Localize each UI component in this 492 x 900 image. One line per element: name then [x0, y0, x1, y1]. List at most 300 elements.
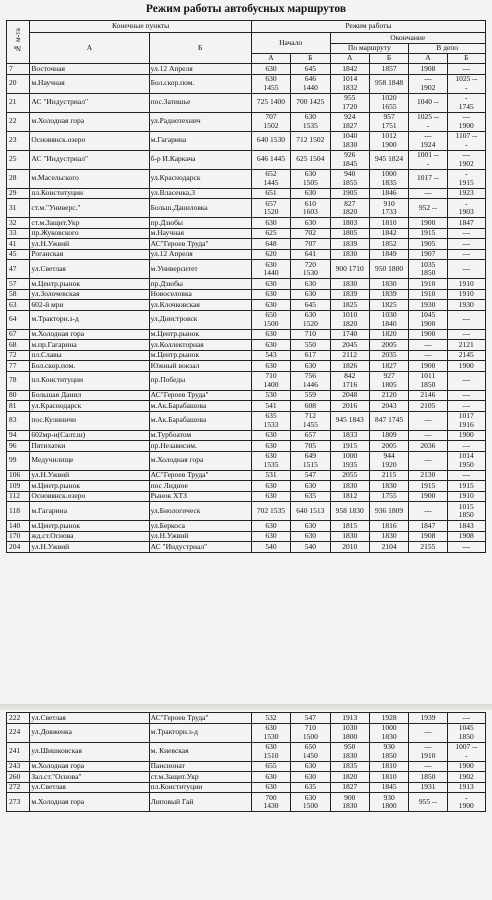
end-route-b-cell: 958 1848 — [369, 74, 408, 93]
end-depot-b-cell: --- — [447, 470, 485, 481]
terminal-b-cell: пл.Конституции — [149, 782, 251, 793]
end-route-b-cell: 2035 — [369, 350, 408, 361]
end-route-a-cell: 955 1720 — [330, 93, 369, 112]
start-b-cell: 630 1500 — [291, 793, 330, 812]
start-b-cell: 756 1446 — [291, 371, 330, 390]
table-row — [7, 782, 486, 793]
terminal-b-cell: ул.Краснодарск — [149, 169, 251, 188]
terminal-a-header: А — [30, 33, 149, 64]
end-depot-b-cell: 1923 — [447, 188, 485, 199]
terminals-header: Конечные пункты — [30, 21, 251, 33]
route-number-cell: 7 — [7, 64, 30, 75]
route-number-cell: 32 — [7, 218, 30, 229]
terminal-a-cell: АС "Индустриал" — [30, 93, 149, 112]
end-depot-b-cell: 1847 — [447, 218, 485, 229]
route-number-cell: 260 — [7, 772, 30, 783]
start-b-cell: 630 — [291, 289, 330, 300]
terminal-a-cell: Бол.скор.пом. — [30, 361, 149, 372]
end-route-b-cell: 927 1805 — [369, 371, 408, 390]
end-depot-b-cell: --- — [447, 249, 485, 260]
route-number-cell: 67 — [7, 329, 30, 340]
route-number-cell: 41 — [7, 239, 30, 250]
route-number-cell: 45 — [7, 249, 30, 260]
route-number-cell: 112 — [7, 491, 30, 502]
terminal-b-cell: пр.Дзюбы — [149, 279, 251, 290]
start-a-cell: 532 — [251, 713, 290, 724]
end-route-a-cell: 2055 — [330, 470, 369, 481]
end-depot-a-cell: 1930 — [409, 300, 447, 311]
start-b-cell: 646 1440 — [291, 74, 330, 93]
terminal-a-cell: ул.Н.Ужвий — [30, 542, 149, 553]
start-b-cell: 640 1513 — [291, 502, 330, 521]
end-route-a-cell: 958 1830 — [330, 502, 369, 521]
end-route-a-cell: 1826 — [330, 361, 369, 372]
start-a-cell: 630 1530 — [251, 723, 290, 742]
end-depot-b-cell: - 1903 — [447, 199, 485, 218]
end-depot-b-cell: --- 1900 — [447, 112, 485, 131]
start-a-cell: 541 — [251, 401, 290, 412]
start-b-cell: 649 1515 — [291, 451, 330, 470]
end-depot-a-cell: --- — [409, 350, 447, 361]
terminal-a-cell: м.Центр.рынок — [30, 279, 149, 290]
end-route-b-cell: 1830 — [369, 481, 408, 492]
terminal-b-cell: пр.Дзюбы — [149, 218, 251, 229]
table-row — [7, 169, 486, 188]
start-b-cell: 712 1455 — [291, 411, 330, 430]
terminal-b-cell: б-р И.Каркача — [149, 150, 251, 169]
route-number-cell: 241 — [7, 742, 30, 761]
route-number-cell: 272 — [7, 782, 30, 793]
end-depot-a-cell: 1910 — [409, 289, 447, 300]
start-b-cell: 608 — [291, 401, 330, 412]
schedule-table-continued — [6, 712, 486, 812]
end-depot-b-cell: --- — [447, 713, 485, 724]
sub-header-b: Б — [291, 54, 330, 64]
end-route-a-cell: 900 1830 — [330, 793, 369, 812]
route-number-cell: 109 — [7, 481, 30, 492]
end-route-b-cell: 910 1733 — [369, 199, 408, 218]
table-row — [7, 401, 486, 412]
start-b-cell: 630 — [291, 218, 330, 229]
route-number-cell: 28 — [7, 169, 30, 188]
end-route-b-cell: 1852 — [369, 239, 408, 250]
start-a-cell: 646 1445 — [251, 150, 290, 169]
end-depot-b-cell: --- — [447, 64, 485, 75]
start-b-cell: 710 — [291, 329, 330, 340]
end-route-b-cell: 1827 — [369, 361, 408, 372]
table-row — [7, 481, 486, 492]
terminal-a-cell: Большая Данил — [30, 390, 149, 401]
end-depot-b-cell: --- — [447, 371, 485, 390]
end-route-b-cell: 1820 — [369, 329, 408, 340]
table-body-continued — [7, 713, 486, 812]
end-depot-a-cell: 1011 1850 — [409, 371, 447, 390]
route-number-cell: 68 — [7, 340, 30, 351]
route-number-cell: 77 — [7, 361, 30, 372]
end-route-b-cell: 945 1824 — [369, 150, 408, 169]
terminal-b-cell: пос.Затишье — [149, 93, 251, 112]
end-depot-a-cell: 1040 -- — [409, 93, 447, 112]
end-route-b-cell: 944 1920 — [369, 451, 408, 470]
table-row — [7, 470, 486, 481]
terminal-b-cell: АС"Героев Труда" — [149, 713, 251, 724]
start-a-cell: 630 1510 — [251, 742, 290, 761]
terminal-a-cell: ул.Краснодарск — [30, 401, 149, 412]
end-route-b-cell: 1809 — [369, 430, 408, 441]
end-route-b-cell: 1030 1840 — [369, 310, 408, 329]
page-break — [0, 704, 492, 710]
end-depot-a-cell: 952 -- — [409, 199, 447, 218]
terminal-a-cell: м.Научная — [30, 74, 149, 93]
terminal-b-cell: Больш.Даниловка — [149, 199, 251, 218]
terminal-a-cell: 602-й мри — [30, 300, 149, 311]
start-a-cell: 543 — [251, 350, 290, 361]
terminal-a-cell: ул.Н.Ужвий — [30, 239, 149, 250]
terminal-a-cell: м.Центр.рынок — [30, 481, 149, 492]
start-a-cell: 710 1400 — [251, 371, 290, 390]
start-a-cell: 630 — [251, 340, 290, 351]
end-depot-a-cell: 955 -- — [409, 793, 447, 812]
start-b-cell: 630 — [291, 772, 330, 783]
start-a-cell: 651 — [251, 188, 290, 199]
start-a-cell: 630 — [251, 521, 290, 532]
end-depot-a-cell: --- 1910 — [409, 742, 447, 761]
end-route-a-cell: 1815 — [330, 521, 369, 532]
start-a-cell: 630 — [251, 218, 290, 229]
start-a-cell: 707 1502 — [251, 112, 290, 131]
route-number-cell: 222 — [7, 713, 30, 724]
end-depot-b-cell: --- — [447, 228, 485, 239]
end-depot-b-cell: 1900 — [447, 361, 485, 372]
start-a-cell: 630 1455 — [251, 74, 290, 93]
start-a-cell: 625 — [251, 228, 290, 239]
start-b-cell: 617 — [291, 350, 330, 361]
start-a-cell: 630 1535 — [251, 451, 290, 470]
terminal-b-cell: м.Ак.Барабашова — [149, 401, 251, 412]
start-a-cell: 531 — [251, 470, 290, 481]
table-row — [7, 239, 486, 250]
end-depot-a-cell: 2146 — [409, 390, 447, 401]
start-a-cell: 635 1533 — [251, 411, 290, 430]
start-b-cell: 645 — [291, 300, 330, 311]
terminal-b-cell: м.Холодная гора — [149, 451, 251, 470]
end-route-a-cell: 2048 — [330, 390, 369, 401]
end-route-a-cell: 1830 — [330, 279, 369, 290]
table-row — [7, 491, 486, 502]
route-number-header: № м-та — [7, 21, 30, 64]
end-depot-b-cell: 1910 — [447, 289, 485, 300]
start-b-cell: 547 — [291, 713, 330, 724]
terminal-a-cell: м.Холодная гора — [30, 761, 149, 772]
table-row — [7, 430, 486, 441]
end-depot-b-cell: --- — [447, 401, 485, 412]
table-row — [7, 350, 486, 361]
end-depot-b-cell: 2121 — [447, 340, 485, 351]
terminal-a-cell: ул.Шишковская — [30, 742, 149, 761]
by-route-header: По маршруту — [330, 44, 409, 54]
terminal-b-cell: м. Киевская — [149, 742, 251, 761]
terminal-a-cell: Восточная — [30, 64, 149, 75]
end-route-a-cell: 827 1820 — [330, 199, 369, 218]
start-a-cell: 700 1430 — [251, 793, 290, 812]
table-row — [7, 531, 486, 542]
end-route-b-cell: 1810 — [369, 772, 408, 783]
table-row — [7, 502, 486, 521]
end-route-a-cell: 2045 — [330, 340, 369, 351]
end-depot-b-cell: 1025 -- - — [447, 74, 485, 93]
terminal-a-cell: ул.Н.Ужвий — [30, 470, 149, 481]
start-b-cell: 635 — [291, 491, 330, 502]
start-a-cell: 630 — [251, 430, 290, 441]
end-route-b-cell: 1000 1835 — [369, 169, 408, 188]
end-depot-a-cell: --- — [409, 411, 447, 430]
start-a-cell: 630 — [251, 329, 290, 340]
route-number-cell: 47 — [7, 260, 30, 279]
table-row — [7, 260, 486, 279]
table-row — [7, 361, 486, 372]
start-b-cell: 625 1504 — [291, 150, 330, 169]
start-a-cell: 648 — [251, 239, 290, 250]
table-row — [7, 761, 486, 772]
terminal-a-cell: жд.ст.Основа — [30, 531, 149, 542]
end-route-a-cell: 1835 — [330, 761, 369, 772]
route-number-cell: 29 — [7, 188, 30, 199]
start-a-cell: 630 — [251, 361, 290, 372]
schedule-table-part-1 — [6, 20, 486, 553]
end-route-b-cell: 936 1809 — [369, 502, 408, 521]
route-number-cell: 94 — [7, 430, 30, 441]
start-a-cell: 702 1535 — [251, 502, 290, 521]
end-depot-a-cell: 1905 — [409, 239, 447, 250]
end-route-b-cell: 950 1800 — [369, 260, 408, 279]
terminal-a-cell: м.Масельского — [30, 169, 149, 188]
terminal-b-cell: ул.Беркоса — [149, 521, 251, 532]
terminal-a-cell: м.Тракторн.з-д — [30, 310, 149, 329]
end-route-b-cell: 1825 — [369, 300, 408, 311]
route-number-cell: 64 — [7, 310, 30, 329]
end-depot-a-cell: 1850 — [409, 772, 447, 783]
end-depot-a-cell: --- — [409, 451, 447, 470]
start-a-cell: 630 — [251, 481, 290, 492]
table-row — [7, 793, 486, 812]
end-route-a-cell: 1740 — [330, 329, 369, 340]
end-depot-b-cell: --- — [447, 260, 485, 279]
end-depot-a-cell: 1907 — [409, 249, 447, 260]
route-number-cell: 63 — [7, 300, 30, 311]
end-route-a-cell: 2112 — [330, 350, 369, 361]
start-b-cell: 559 — [291, 390, 330, 401]
start-b-cell: 720 1530 — [291, 260, 330, 279]
table-row — [7, 411, 486, 430]
route-number-cell: 58 — [7, 289, 30, 300]
end-route-a-cell: 1000 1935 — [330, 451, 369, 470]
end-route-b-cell: 2005 — [369, 340, 408, 351]
route-number-cell: 33 — [7, 228, 30, 239]
terminal-a-cell: Зал.ст."Основа" — [30, 772, 149, 783]
table-row — [7, 188, 486, 199]
end-depot-a-cell: 2105 — [409, 401, 447, 412]
end-depot-a-cell: 1900 — [409, 218, 447, 229]
terminal-a-cell: м.Центр.рынок — [30, 521, 149, 532]
end-depot-a-cell: 1035 1850 — [409, 260, 447, 279]
end-route-a-cell: 1812 — [330, 491, 369, 502]
end-route-a-cell: 1842 — [330, 64, 369, 75]
start-a-cell: 620 — [251, 249, 290, 260]
terminal-a-cell: ст.м."Универс." — [30, 199, 149, 218]
start-a-cell: 630 — [251, 772, 290, 783]
end-route-b-cell: 1816 — [369, 521, 408, 532]
end-route-b-cell: 1845 — [369, 782, 408, 793]
end-depot-a-cell: 1900 — [409, 329, 447, 340]
terminal-a-cell: 602мр-н(Салт.ш) — [30, 430, 149, 441]
start-b-cell: 702 — [291, 228, 330, 239]
start-a-cell: 630 — [251, 289, 290, 300]
end-depot-b-cell: 1930 — [447, 300, 485, 311]
start-b-cell: 540 — [291, 542, 330, 553]
end-route-b-cell: 1830 — [369, 279, 408, 290]
end-depot-a-cell: 1900 — [409, 491, 447, 502]
table-row — [7, 74, 486, 93]
start-a-cell: 640 1530 — [251, 131, 290, 150]
start-b-cell: 645 — [291, 64, 330, 75]
route-number-cell: 31 — [7, 199, 30, 218]
terminal-b-cell: пос Лидное — [149, 481, 251, 492]
end-depot-b-cell: 1908 — [447, 531, 485, 542]
end-route-b-cell: 1842 — [369, 228, 408, 239]
start-b-cell: 550 — [291, 340, 330, 351]
end-depot-a-cell: --- — [409, 188, 447, 199]
route-number-cell: 57 — [7, 279, 30, 290]
terminal-b-cell: ул.Радиотехнич — [149, 112, 251, 131]
end-route-b-cell: 1810 — [369, 761, 408, 772]
terminal-a-cell: пл.Конституции — [30, 371, 149, 390]
terminal-b-cell: АС"Героев Труда" — [149, 470, 251, 481]
table-row — [7, 390, 486, 401]
route-number-cell: 25 — [7, 150, 30, 169]
end-route-b-cell: 2043 — [369, 401, 408, 412]
route-number-cell: 204 — [7, 542, 30, 553]
end-depot-a-cell: 1025 -- - — [409, 112, 447, 131]
start-b-cell: 630 — [291, 481, 330, 492]
terminal-a-cell: ст.м.Защит.Укр — [30, 218, 149, 229]
start-a-cell: 540 — [251, 542, 290, 553]
end-route-b-cell: 1000 1830 — [369, 723, 408, 742]
start-b-cell: 630 — [291, 761, 330, 772]
terminal-b-cell: АС "Индустриал" — [149, 542, 251, 553]
end-depot-a-cell: 1931 — [409, 782, 447, 793]
terminal-a-cell: м.Холодная гора — [30, 329, 149, 340]
end-depot-b-cell: 1902 — [447, 772, 485, 783]
end-depot-b-cell: --- 1902 — [447, 150, 485, 169]
start-b-cell: 547 — [291, 470, 330, 481]
start-a-cell: 630 — [251, 300, 290, 311]
end-route-b-cell: 2104 — [369, 542, 408, 553]
to-depot-header: В депо — [409, 44, 486, 54]
sub-header-a: А — [330, 54, 369, 64]
start-b-cell: 705 — [291, 441, 330, 452]
terminal-b-cell: м.Тракторн.з-д — [149, 723, 251, 742]
start-b-cell: 630 1520 — [291, 310, 330, 329]
end-route-a-cell: 1820 — [330, 772, 369, 783]
end-depot-a-cell: 1908 — [409, 531, 447, 542]
table-row — [7, 300, 486, 311]
end-depot-a-cell: 1017 -- — [409, 169, 447, 188]
terminal-b-cell: ст.м.Защит.Укр — [149, 772, 251, 783]
terminal-b-cell: ул.12 Апреля — [149, 249, 251, 260]
start-a-cell: 655 — [251, 761, 290, 772]
end-route-b-cell: 1755 — [369, 491, 408, 502]
end-route-a-cell: 1010 1820 — [330, 310, 369, 329]
table-row — [7, 279, 486, 290]
terminal-b-cell: Южный вокзал — [149, 361, 251, 372]
end-depot-b-cell: 1107 -- - — [447, 131, 485, 150]
end-route-b-cell: 1857 — [369, 64, 408, 75]
end-route-a-cell: 1827 — [330, 782, 369, 793]
route-number-cell: 243 — [7, 761, 30, 772]
end-depot-a-cell: 1915 — [409, 481, 447, 492]
sub-header-a: А — [251, 54, 290, 64]
start-a-cell: 630 — [251, 531, 290, 542]
route-number-cell: 273 — [7, 793, 30, 812]
end-depot-a-cell: --- — [409, 502, 447, 521]
schedule-table — [6, 20, 486, 553]
end-depot-b-cell: - 1745 — [447, 93, 485, 112]
start-b-cell: 712 1502 — [291, 131, 330, 150]
terminal-a-cell: м.Гагарина — [30, 502, 149, 521]
start-b-cell: 630 — [291, 188, 330, 199]
route-number-cell: 22 — [7, 112, 30, 131]
table-row — [7, 441, 486, 452]
start-b-cell: 630 1535 — [291, 112, 330, 131]
route-number-cell: 106 — [7, 470, 30, 481]
end-route-b-cell: 1020 1655 — [369, 93, 408, 112]
table-row — [7, 249, 486, 260]
terminal-a-cell: м.Холодная гора — [30, 793, 149, 812]
schedule-table-part-2 — [6, 712, 486, 812]
start-a-cell: 630 — [251, 782, 290, 793]
end-route-b-cell: 930 1850 — [369, 742, 408, 761]
end-depot-b-cell: --- — [447, 329, 485, 340]
terminal-b-cell: ул.12 Апреля — [149, 64, 251, 75]
end-depot-b-cell: 1913 — [447, 782, 485, 793]
table-row — [7, 64, 486, 75]
table-header — [7, 21, 486, 64]
terminal-b-cell: м.Центр.рынок — [149, 329, 251, 340]
terminal-b-cell: ул.Клочковская — [149, 300, 251, 311]
end-depot-a-cell: --- — [409, 761, 447, 772]
start-a-cell: 630 — [251, 64, 290, 75]
terminal-b-cell: ул.Биологическ — [149, 502, 251, 521]
start-a-cell: 725 1400 — [251, 93, 290, 112]
end-route-a-cell: 1913 — [330, 713, 369, 724]
end-depot-b-cell: 1843 — [447, 521, 485, 532]
end-depot-a-cell: 1910 — [409, 279, 447, 290]
end-route-a-cell: 1825 — [330, 300, 369, 311]
end-route-a-cell: 900 1710 — [330, 260, 369, 279]
end-depot-b-cell: 1045 1850 — [447, 723, 485, 742]
end-depot-b-cell: --- — [447, 390, 485, 401]
terminal-b-cell: м.Университет — [149, 260, 251, 279]
table-row — [7, 371, 486, 390]
route-number-cell: 83 — [7, 411, 30, 430]
end-route-a-cell: 1839 — [330, 289, 369, 300]
start-b-cell: 630 — [291, 279, 330, 290]
terminal-b-cell: пр.Победы — [149, 371, 251, 390]
end-route-b-cell: 2120 — [369, 390, 408, 401]
terminal-a-cell: Основянск.озеро — [30, 491, 149, 502]
table-row — [7, 713, 486, 724]
end-route-a-cell: 1839 — [330, 239, 369, 250]
